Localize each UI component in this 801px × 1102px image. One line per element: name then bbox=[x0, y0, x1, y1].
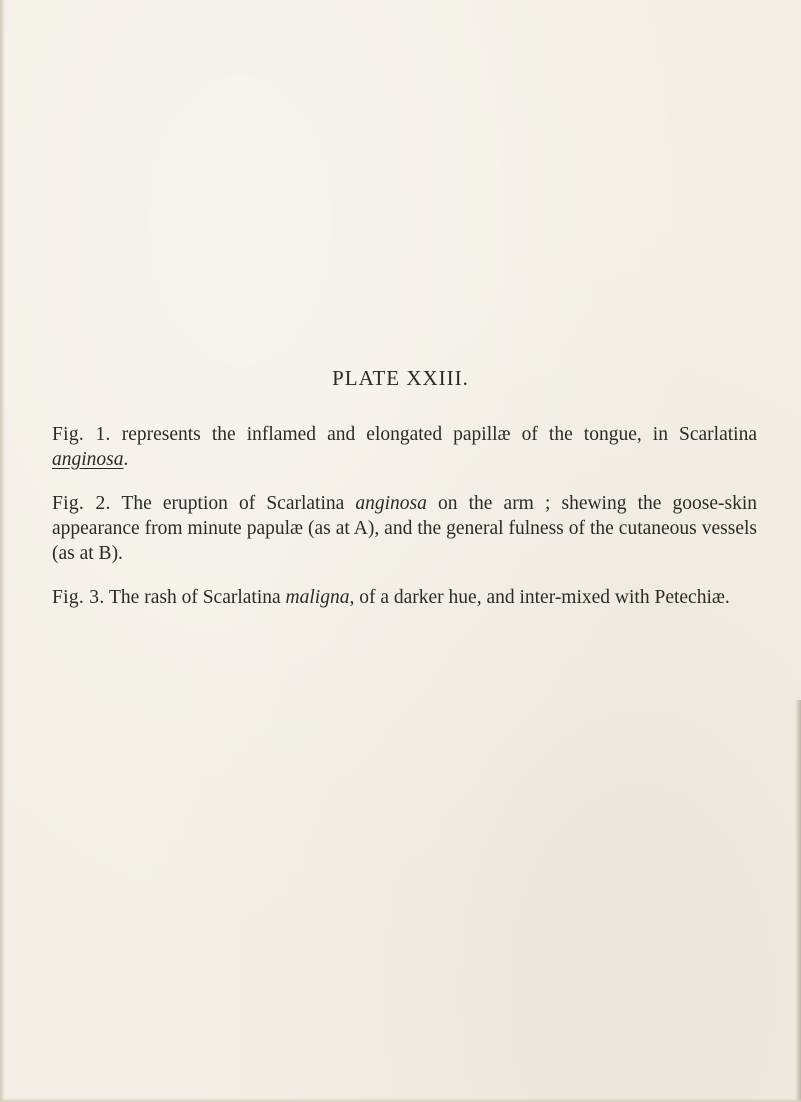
figure-3-text-before: The rash of Scarlatina bbox=[104, 587, 286, 608]
figure-1-text-before: represents the inflamed and elongated papillæ of the tongue, in Scarlatina bbox=[110, 424, 757, 445]
figure-2-caption bbox=[52, 491, 757, 566]
plate-title: PLATE XXIII. bbox=[332, 366, 469, 390]
page-left-edge-shadow bbox=[0, 0, 5, 1102]
figure-3-text-after: , of a darker hue, and inter-mixed with Petechiæ. bbox=[349, 587, 730, 608]
page-bottom-edge-shadow bbox=[0, 1098, 801, 1102]
figure-2-text-after: on the arm ; shewing the goose-skin appearance from minute papulæ (as at A), and the general fulness of the cutaneous vessels (as at B). bbox=[52, 493, 757, 564]
figure-1-text-after: . bbox=[123, 449, 129, 470]
figure-2-label: Fig. 2. bbox=[52, 493, 111, 514]
figure-1-label: Fig. 1. bbox=[52, 424, 111, 445]
figure-2-emphasis: anginosa bbox=[355, 493, 427, 514]
figure-1-caption bbox=[52, 422, 757, 472]
figure-3-emphasis: maligna bbox=[285, 587, 350, 608]
figure-3-label: Fig. 3. bbox=[52, 587, 105, 608]
figure-2-text-before: The eruption of Scarlatina bbox=[110, 493, 356, 514]
figure-1-emphasis: anginosa bbox=[52, 449, 124, 470]
figure-3-caption bbox=[52, 585, 757, 610]
page-right-edge-shadow bbox=[795, 700, 801, 1102]
